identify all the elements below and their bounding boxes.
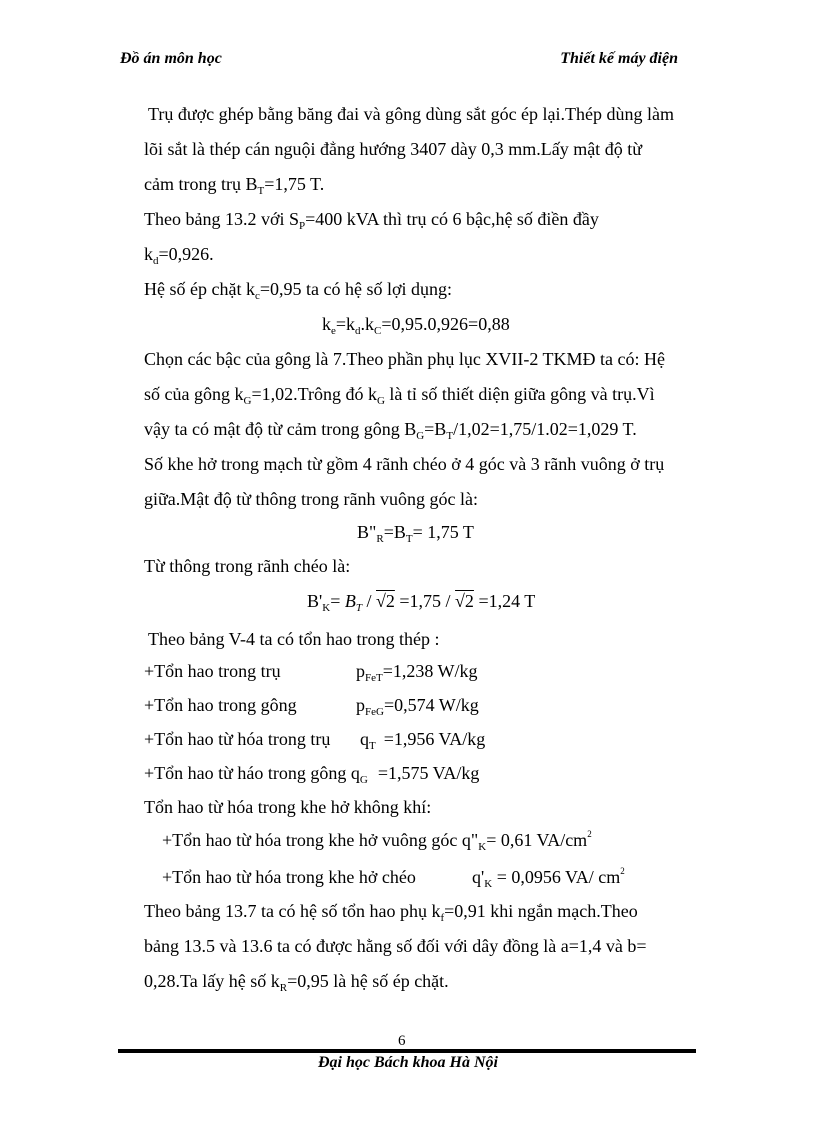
paragraph-line-3: cảm trong trụ $B_T=1,75$ T. [144, 174, 325, 197]
paragraph-line-10: vậy ta có mật độ từ cảm trong gông $B_G=B_T/1,02=1,75/1.02=1,029$ T. [144, 419, 637, 442]
paragraph-line-11: Số khe hở trong mạch từ gồm 4 rãnh chéo ở 4 góc và 3 rãnh vuông ở trụ [144, 454, 665, 474]
header-left-title: Đồ án môn học [120, 50, 222, 67]
page-header [0, 50, 816, 78]
paragraph-line-6: Hệ số ép chặt $k_c=0,95$ ta có hệ số lợi dụng: [144, 279, 453, 302]
loss-row-yoke-value: $p_{FeG}=0,574$ W/kg [356, 695, 479, 718]
paragraph-line-26: 0,28.Ta lấy hệ số $k_R=0,95$ là hệ số ép chặt. [144, 971, 449, 994]
header-right-title: Thiết kế máy điện [560, 50, 678, 67]
airgap-loss-diagonal: +Tổn hao từ hóa trong khe hở chéo [162, 867, 416, 887]
loss-row-core-value: $p_{FeT}=1,238$ W/kg [356, 661, 478, 684]
loss-row-yoke-magnetizing: +Tổn hao từ háo trong gông $q_G =1,575$ VA/kg [144, 763, 480, 786]
paragraph-line-8: Chọn các bậc của gông là 7.Theo phần phụ lục XVII-2 TKMĐ ta có: Hệ [144, 349, 666, 369]
equation-square-slot-flux: $B"_R=B_T= 1,75$ T [357, 522, 474, 545]
equation-diagonal-slot-flux: $B'_K= B_T / √2 =1,75 / √2 =1,24$ T [307, 591, 536, 614]
page-number: 6 [398, 1033, 406, 1049]
airgap-loss-square: +Tổn hao từ hóa trong khe hở vuông góc $q"_K= 0,61$ $VA/cm^2$ [162, 829, 592, 853]
paragraph-line-25: bảng 13.5 và 13.6 ta có được hằng số đối với dây đồng là a=1,4 và b= [144, 936, 647, 956]
airgap-loss-diagonal-value: $q'_K = 0,0956$ VA/ $cm^2$ [472, 866, 625, 890]
loss-row-core-magnetizing-value: $q_T =1,956$ VA/kg [360, 729, 486, 752]
paragraph-line-5: $k_d=0,926$. [144, 244, 214, 267]
paragraph-line-12: giữa.Mật độ từ thông trong rãnh vuông góc là: [144, 489, 478, 509]
paragraph-line-21: Tổn hao từ hóa trong khe hở không khí: [144, 797, 432, 817]
footer-institution: Đại học Bách khoa Hà Nội [317, 1054, 498, 1071]
paragraph-line-4: Theo bảng 13.2 với $S_P=400$ kVA thì trụ có 6 bậc,hệ số điền đầy [144, 209, 599, 232]
paragraph-line-14: Từ thông trong rãnh chéo là: [144, 556, 351, 576]
loss-row-core: +Tổn hao trong trụ [144, 661, 281, 681]
loss-row-core-magnetizing: +Tổn hao từ hóa trong trụ [144, 729, 331, 749]
paragraph-line-24: Theo bảng 13.7 ta có hệ số tổn hao phụ $k_f=0,91$ khi ngắn mạch.Theo [144, 901, 638, 924]
paragraph-line-16: Theo bảng V-4 ta có tổn hao trong thép : [148, 629, 440, 649]
paragraph-line-9: số của gông $k_G=1,02.Trông$ đó $k_G$ là tỉ số thiết diện giữa gông và trụ.Vì [144, 384, 655, 407]
footer-divider [118, 1049, 696, 1053]
equation-utilization-factor: $k_e=k_d.k_C=0,95.0,926=0,88$ [322, 314, 510, 337]
loss-row-yoke: +Tổn hao trong gông [144, 695, 297, 715]
paragraph-line-1: Trụ được ghép bằng băng đai và gông dùng sắt góc ép lại.Thép dùng làm [148, 104, 675, 124]
paragraph-line-2: lõi sắt là thép cán nguội đẳng hướng 3407 dày 0,3 mm.Lấy mật độ từ [144, 139, 642, 159]
